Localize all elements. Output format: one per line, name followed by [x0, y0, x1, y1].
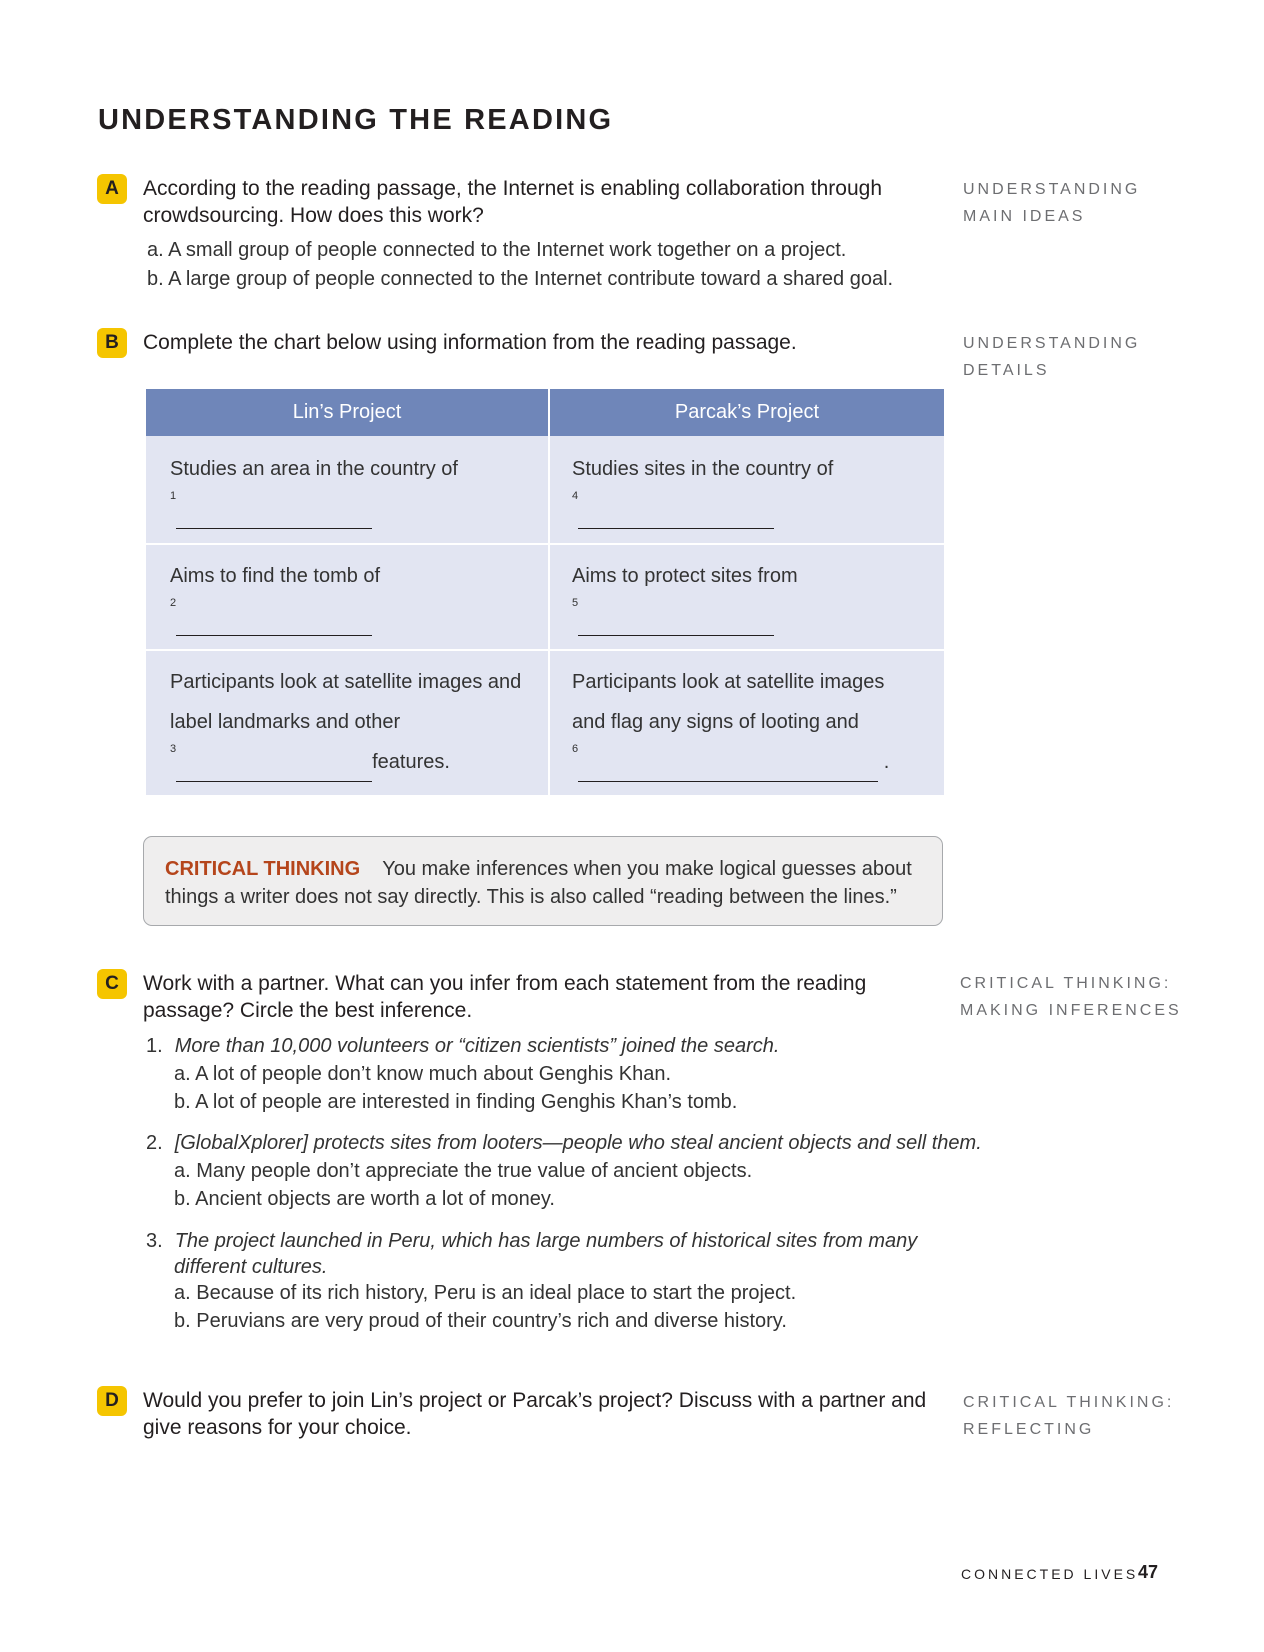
section-c-badge: C	[97, 969, 127, 999]
section-d-badge: D	[97, 1386, 127, 1416]
section-a-question-line: crowdsourcing. How does this work?	[143, 204, 484, 227]
cell-text: features.	[372, 751, 450, 773]
cell-text: Aims to protect sites from	[572, 565, 798, 587]
section-b-side-label	[963, 330, 1140, 384]
item-number: 1.	[146, 1035, 163, 1057]
chart-cell-6	[572, 662, 889, 782]
cell-text: and flag any signs of looting and	[572, 711, 859, 733]
side-label-line: CRITICAL THINKING:	[963, 1394, 1175, 1411]
side-label-line: MAIN IDEAS	[963, 208, 1086, 225]
answer-blank-2[interactable]	[176, 609, 372, 636]
cell-text: .	[883, 751, 890, 773]
cell-text: label landmarks and other	[170, 711, 401, 733]
section-d-question	[143, 1387, 926, 1441]
critical-thinking-box	[143, 836, 943, 926]
chart-header-parcak: Parcak’s Project	[550, 389, 944, 436]
chart-cell-3	[170, 662, 521, 782]
item-number: 3.	[146, 1230, 163, 1252]
answer-blank-4[interactable]	[578, 502, 774, 529]
side-label-line: REFLECTING	[963, 1421, 1095, 1438]
option-a[interactable]: a. A small group of people connected to the Internet work together on a project.	[147, 239, 847, 261]
inference-item-2	[146, 1129, 982, 1213]
answer-blank-6[interactable]	[578, 755, 878, 782]
answer-blank-1[interactable]	[176, 502, 372, 529]
inference-item-3	[146, 1227, 917, 1335]
answer-blank-5[interactable]	[578, 609, 774, 636]
section-d-side-label	[963, 1389, 1174, 1443]
item-statement: The project launched in Peru, which has large numbers of historical sites from many	[174, 1230, 918, 1252]
chart-row-divider	[146, 543, 944, 545]
footer-label: CONNECTED LIVES	[961, 1566, 1139, 1582]
item-statement: [GlobalXplorer] protects sites from looters—people who steal ancient objects and sell them.	[174, 1132, 982, 1154]
item-statement: More than 10,000 volunteers or “citizen scientists” joined the search.	[174, 1035, 780, 1057]
chart-row-divider	[146, 649, 944, 651]
answer-blank-3[interactable]	[176, 755, 372, 782]
blank-number: 2	[170, 597, 177, 609]
cell-text: Aims to find the tomb of	[170, 565, 381, 587]
section-d-question-line: give reasons for your choice.	[143, 1416, 412, 1439]
section-c-question-line: Work with a partner. What can you infer from each statement from the reading	[143, 972, 867, 995]
side-label-line: DETAILS	[963, 362, 1050, 379]
inference-option-b[interactable]: b. A lot of people are interested in finding Genghis Khan’s tomb.	[174, 1091, 738, 1113]
chart-cell-4	[572, 449, 833, 529]
section-c-question	[143, 970, 866, 1024]
cell-text: Participants look at satellite images and	[170, 671, 522, 693]
blank-number: 3	[170, 743, 177, 755]
critical-thinking-text: things a writer does not say directly. This is also called “reading between the lines.”	[165, 886, 897, 908]
side-label-line: MAKING INFERENCES	[960, 1002, 1182, 1019]
chart-cell-2	[170, 556, 380, 636]
cell-text: Studies an area in the country of	[170, 458, 458, 480]
blank-number: 1	[170, 490, 177, 502]
inference-item-1	[146, 1032, 779, 1116]
side-label-line: UNDERSTANDING	[963, 335, 1141, 352]
page-title: UNDERSTANDING THE READING	[98, 104, 614, 136]
inference-option-b[interactable]: b. Peruvians are very proud of their country’s rich and diverse history.	[174, 1310, 787, 1332]
section-b-badge: B	[97, 328, 127, 358]
section-c-question-line: passage? Circle the best inference.	[143, 999, 473, 1022]
section-a-side-label	[963, 176, 1140, 230]
inference-option-a[interactable]: a. Many people don’t appreciate the true value of ancient objects.	[174, 1160, 753, 1182]
critical-thinking-text: You make inferences when you make logical guesses about	[382, 858, 912, 880]
chart-header-lin: Lin’s Project	[146, 389, 548, 436]
side-label-line: CRITICAL THINKING:	[960, 975, 1172, 992]
section-a-question	[143, 175, 882, 229]
inference-option-a[interactable]: a. Because of its rich history, Peru is an ideal place to start the project.	[174, 1282, 797, 1304]
chart-divider	[548, 389, 550, 795]
cell-text: Participants look at satellite images	[572, 671, 885, 693]
critical-thinking-label: CRITICAL THINKING	[165, 858, 361, 880]
blank-number: 6	[572, 743, 579, 755]
inference-option-a[interactable]: a. A lot of people don’t know much about Genghis Khan.	[174, 1063, 672, 1085]
side-label-line: UNDERSTANDING	[963, 181, 1141, 198]
project-chart	[146, 389, 944, 795]
page-number: 47	[1138, 1562, 1159, 1582]
blank-number: 4	[572, 490, 579, 502]
section-c-side-label	[960, 970, 1182, 1024]
section-a-question-line: According to the reading passage, the Internet is enabling collaboration through	[143, 177, 882, 200]
item-statement: different cultures.	[174, 1256, 328, 1278]
section-a-badge: A	[97, 174, 127, 204]
option-b[interactable]: b. A large group of people connected to the Internet contribute toward a shared goal.	[147, 268, 894, 290]
section-b-question: Complete the chart below using information from the reading passage.	[143, 331, 797, 354]
inference-option-b[interactable]: b. Ancient objects are worth a lot of money.	[174, 1188, 555, 1210]
chart-cell-1	[170, 449, 458, 529]
blank-number: 5	[572, 597, 579, 609]
chart-cell-5	[572, 556, 798, 636]
item-number: 2.	[146, 1132, 163, 1154]
section-d-question-line: Would you prefer to join Lin’s project or Parcak’s project? Discuss with a partner and	[143, 1389, 927, 1412]
cell-text: Studies sites in the country of	[572, 458, 834, 480]
section-a-options	[147, 236, 893, 294]
